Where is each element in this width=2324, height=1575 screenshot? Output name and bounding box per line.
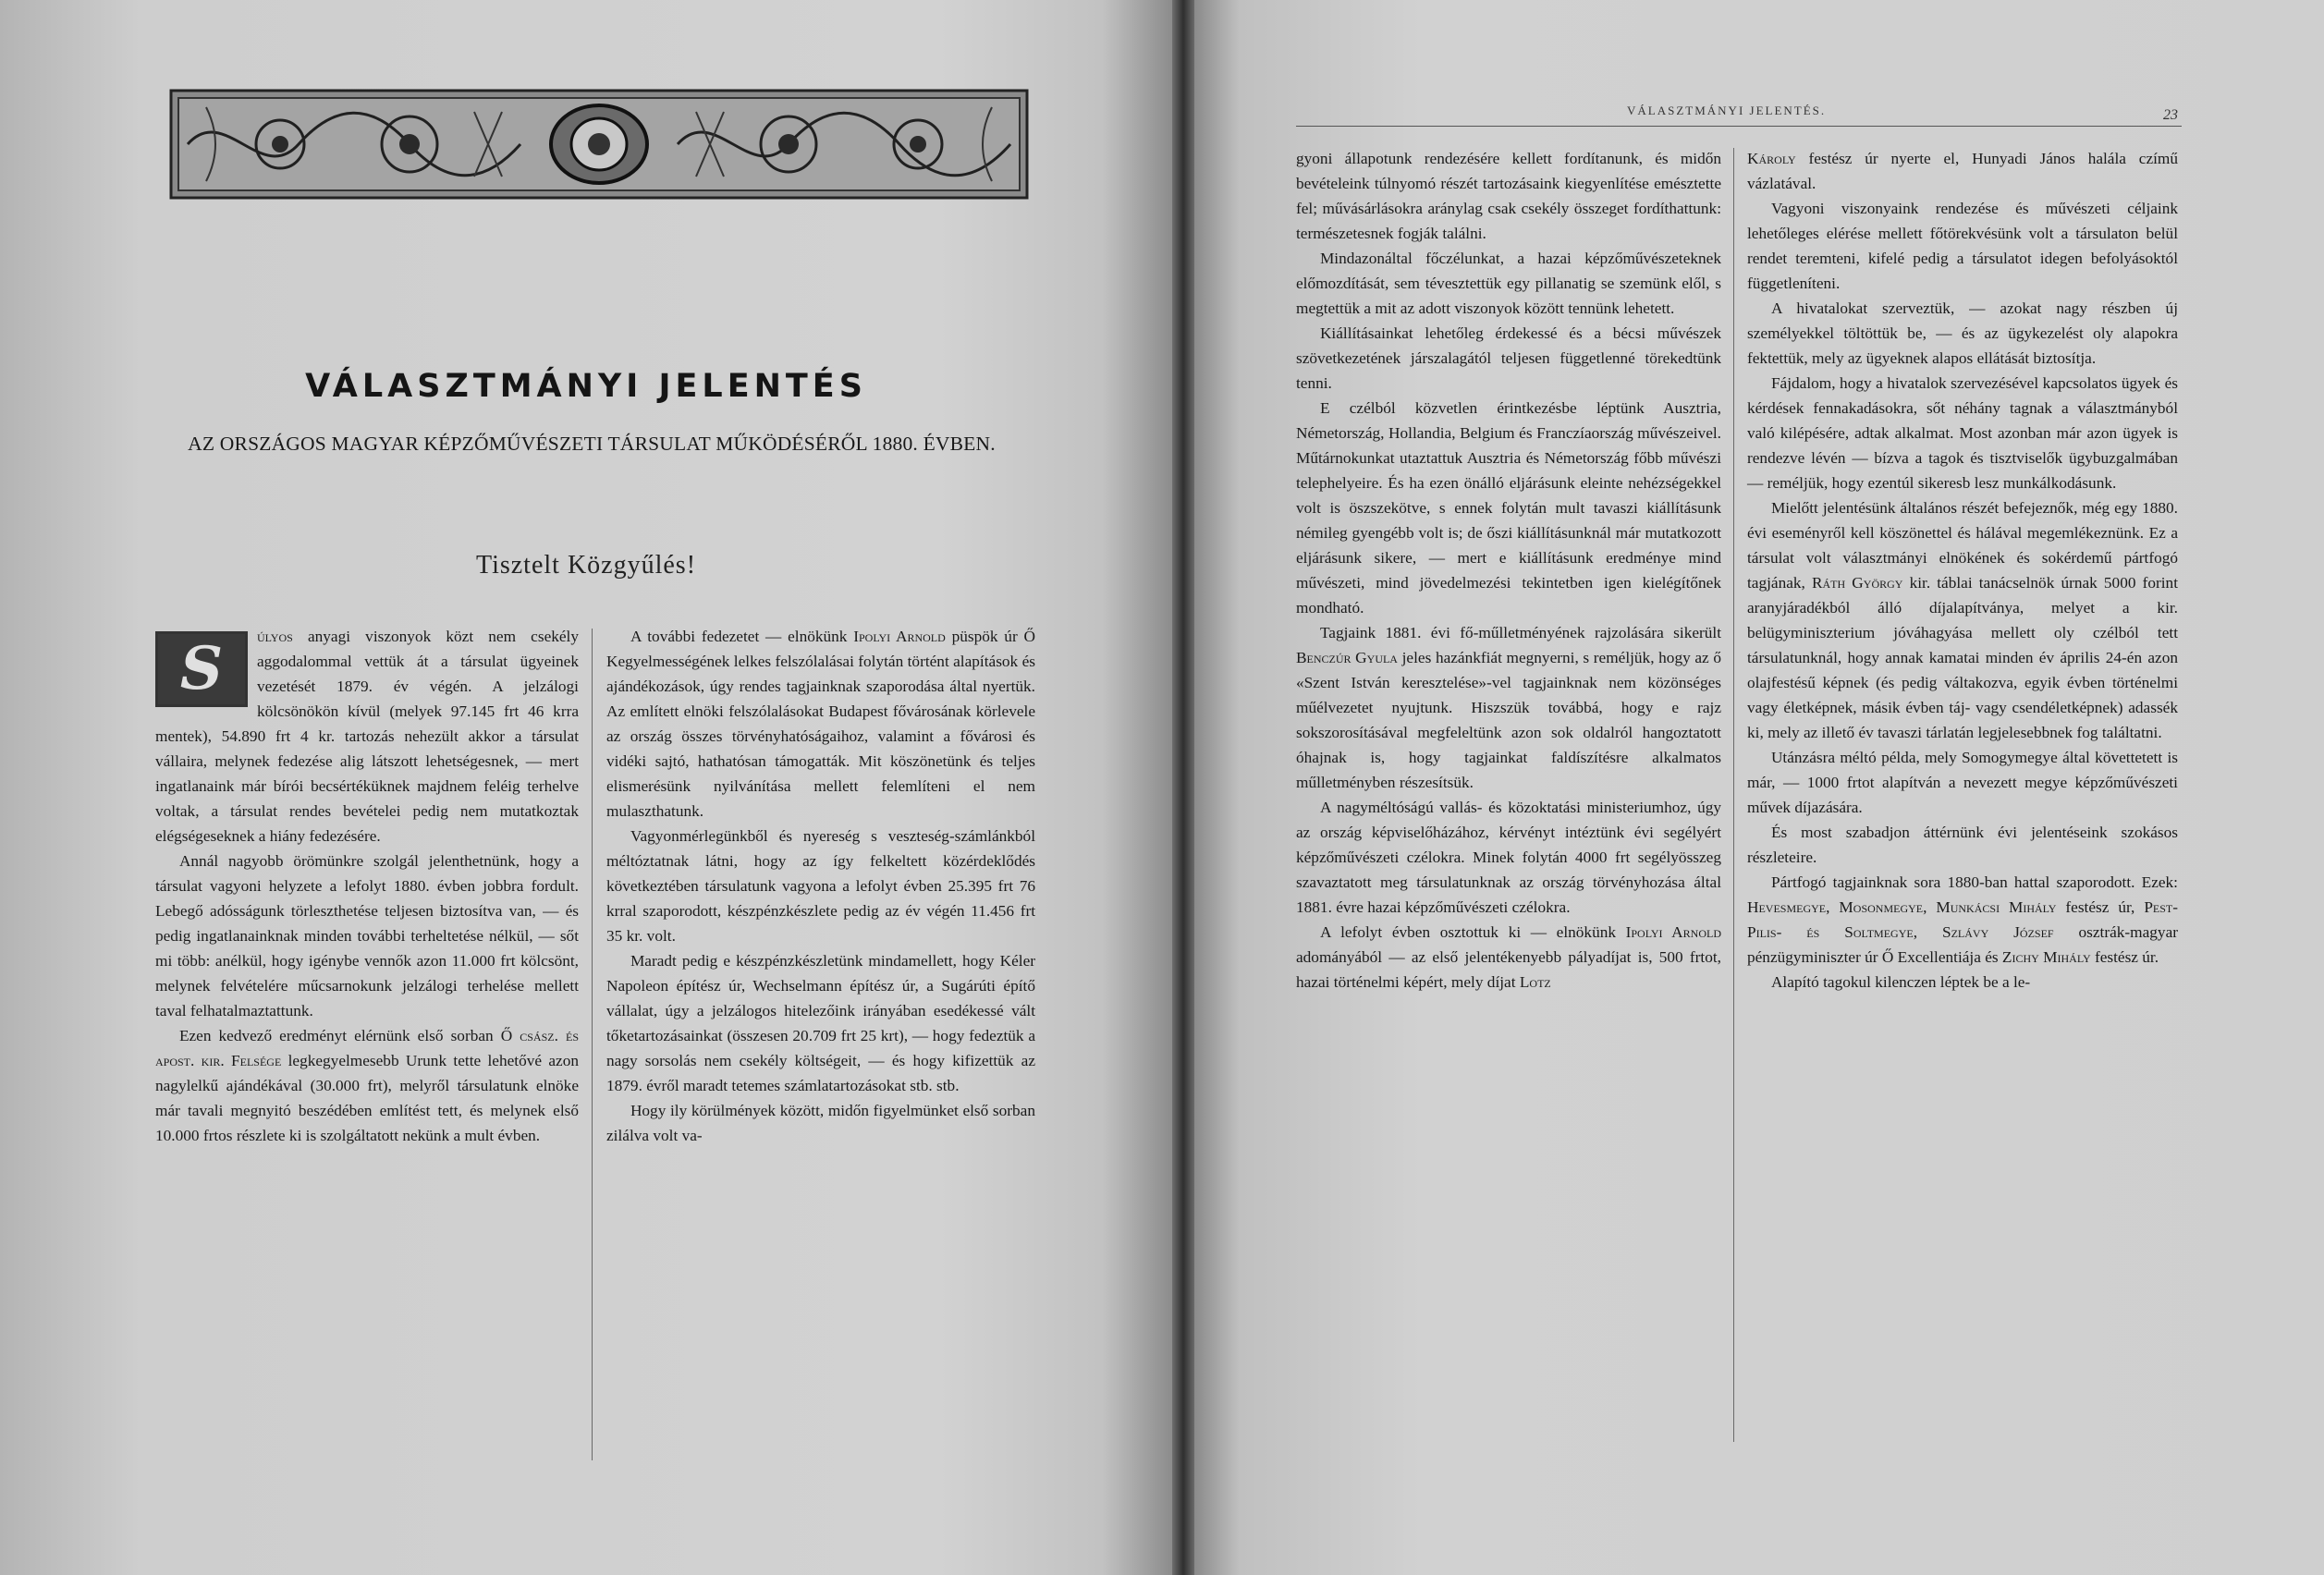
paragraph: És most szabadjon áttérnünk évi jelentéseink szokásos részleteire. bbox=[1747, 824, 2178, 866]
paragraph-text: A lefolyt évben osztottuk ki — elnökünk bbox=[1319, 923, 1626, 941]
small-caps-text: Ő csász. és apost. kir. Felsége bbox=[155, 1027, 579, 1069]
small-caps-text: Hevesmegye bbox=[1747, 898, 1827, 916]
paragraph-text: Mielőtt jelentésünk általános részét befejeznők, még egy 1880. évi eseményről kell köszönettel és hálával megemlékeznünk. Ez a társulat volt választmányi elnökének és sokérdemű pártfogó tagjának, bbox=[1747, 499, 2178, 592]
small-caps-text: Munkácsi Mihály bbox=[1936, 898, 2057, 916]
paragraph: E czélból közvetlen érintkezésbe léptünk Ausztria, Németország, Hollandia, Belgium és Franczíaország művészeivel. Műtárnokunkat utaztattuk Ausztria és Németország főbb művészi telephelyeire. És ha ezen önálló eljárásunk eleinte nehézségekkel volt is öszszekötve, s ennek folytán mult tavaszi kiállításunk némileg gyengébb volt is; de őszi kiállításunknál már mutatkozott eljárásunk sikere, — mert e kiállításunk eredménye mind művészeti, mind jövedelmezési tekintetben igen kielégítőnek mondható. bbox=[1296, 399, 1721, 617]
paragraph bbox=[1747, 495, 2178, 745]
decorated-initial: S bbox=[155, 631, 248, 707]
small-caps-text: Lotz bbox=[1519, 973, 1551, 991]
ornamental-header-band bbox=[169, 89, 1029, 200]
right-column-2 bbox=[1747, 146, 2178, 995]
paragraph-text: Tagjaink 1881. évi fő-műlletményének rajzolására sikerült bbox=[1319, 624, 1721, 641]
left-column-2 bbox=[606, 624, 1035, 1148]
small-caps-text: Benczúr Gyula bbox=[1296, 649, 1398, 666]
small-caps-text: Zichy Mihály bbox=[2001, 948, 2091, 966]
right-column-1 bbox=[1296, 146, 1721, 995]
paragraph: A nagyméltóságú vallás- és közoktatási ministeriumhoz, úgy az ország képviselőházához, kérvényt intéztünk évi segélyért képzőművészeti czélokra. Minek folytán 4000 frt segélyösszeg szavaztatott meg társulatunknak az ország törvényhozása által 1881. évre hazai képzőművészeti czélokra. bbox=[1296, 799, 1721, 916]
paragraph-text: kir. táblai tanácselnök úrnak 5000 forint aranyjáradékból álló díjalapítványa, melyet a kir. belügyminiszterium jóváhagyása mellett oly czélból tett társulatunknál, hogy annak kamatai minden év április 24-én azon olajfestésű képnek (és pedig váltakozva, egyik évben történelmi vagy életképnek, másik évben táj- vagy csendéletképnek) adassék ki, mely az illető év tavaszi tárlatán legjelesebbnek fog találtatni. bbox=[1747, 574, 2178, 741]
paragraph-text: anyagi viszonyok közt nem csekély aggodalommal vettük át a társulat ügyeinek vezetését 1879. év végén. A jelzálogi kölcsönökön kívül (melyek 97.145 frt 46 krra mentek), 54.890 frt 4 kr. tartozás nehezült akkor a társulat vállaira, melynek fedezése alig látszott lehetségesnek, — mert ingatlanaink már bírói becsértéküknek majdnem feléig terhelve voltak, a társulat rendes bevételei pedig nem mutatkoztak elégségeseknek a hiány fedezésére. bbox=[155, 628, 579, 845]
small-caps-text: Ipolyi Arnold bbox=[1625, 923, 1721, 941]
report-subtitle: AZ ORSZÁGOS MAGYAR KÉPZŐMŰVÉSZETI TÁRSULAT MŰKÖDÉSÉRŐL 1880. ÉVBEN. bbox=[188, 433, 996, 455]
paragraph-text: Ezen kedvező eredményt elérnünk első sorban bbox=[178, 1027, 501, 1044]
small-caps-text: Pest-Pilis- és Soltmegye bbox=[1747, 898, 2179, 941]
paragraph: A hivatalokat szerveztük, — azokat nagy részben új személyekkel töltöttük be, — és az ügykezelést oly alapokra fektettük, mely az ügyeknek alapos ellátását biztosítja. bbox=[1747, 299, 2178, 367]
small-caps-text: Ipolyi Arnold bbox=[853, 628, 946, 645]
paragraph-text: , bbox=[1913, 923, 1942, 941]
paragraph: Hogy ily körülmények között, midőn figyelmünket első sorban zilálva volt va- bbox=[606, 1102, 1035, 1144]
paragraph-text: festész úr. bbox=[2090, 948, 2159, 966]
paragraph-text: , bbox=[1826, 898, 1840, 916]
small-caps-text: Károly bbox=[1747, 150, 1796, 167]
paragraph-text: Pártfogó tagjainknak sora 1880-ban hattal szaporodott. Ezek: bbox=[1770, 873, 2178, 891]
paragraph: Mindazonáltal főczélunkat, a hazai képzőművészeteknek előmozdítását, sem tévesztettük egy pillanatig se szemünk elől, s megtettük a mit az adott viszonyok között tennünk lehetett. bbox=[1296, 250, 1721, 317]
paragraph: Vagyoni viszonyaink rendezése és művészeti céljaink lehetőleges elérése mellett főtörekvésünk volt a társulaton belül rendet teremteni, kifelé pedig a társulatot idegen befolyásoktól függetleníteni. bbox=[1747, 200, 2178, 292]
book-gutter bbox=[1172, 0, 1194, 1575]
paragraph-text: A további fedezetet — elnökünk bbox=[630, 628, 854, 645]
paragraph bbox=[155, 624, 579, 849]
paragraph bbox=[1747, 146, 2178, 196]
paragraph-text: jeles hazánkfiát megnyerni, s reméljük, hogy az ő «Szent István keresztelése»-vel tagjainknak nem közönséges műélvezetet nyujtunk. Hiszszük továbbá, hogy e rajz sokszorosításával megfeleltünk azon sok oldalról hangoztatott óhajnak is, hogy tagjainkat faldíszítésre alkalmatos műlletményben részesítsük. bbox=[1296, 649, 1721, 791]
paragraph-text: legkegyelmesebb Urunk tette lehetővé azon nagylelkű ajándékával (30.000 frt), melyről társulatunk elnöke már tavali megnyitó beszédében említést tett, és melynek első 10.000 frtos részlete ki is szolgáltatott nekünk a mult évben. bbox=[155, 1052, 580, 1144]
paragraph-text: festész úr nyerte el, Hunyadi János halála czímű vázlatával. bbox=[1747, 150, 2178, 192]
paragraph bbox=[1747, 870, 2178, 970]
paragraph-text: festész úr, bbox=[2056, 898, 2145, 916]
paragraph: gyoni állapotunk rendezésére kellett fordítanunk, és midőn bevételeink túlnyomó részét tartozásaink kiegyenlítése emésztette fel; művásárlásokra aránylag csak csekély összeget fordíthattunk: természetesnek fogják találni. bbox=[1296, 150, 1721, 242]
small-caps-text: Szlávy József bbox=[1941, 923, 2054, 941]
paragraph: Maradt pedig e készpénzkészletünk mindamellett, hogy Kéler Napoleon építész úr, Wechselmann építész úr, a Sugárúti építő vállalat, úgy a jelzálogos hitelezőink irányában esedékessé vált tőketartozásainkat (összesen 20.709 frt 25 krt), — hogy fedeztük a nagy sorsolás nem csekély költségeit, — és hogy kifizettük az 1879. évről maradt tetemes számlatartozásokat stb. stb. bbox=[606, 952, 1035, 1094]
report-title: VÁLASZTMÁNYI JELENTÉS bbox=[305, 368, 867, 405]
page-number: 23 bbox=[2163, 107, 2178, 123]
paragraph-text: , bbox=[1923, 898, 1937, 916]
column-divider bbox=[1733, 148, 1734, 1442]
paragraph: Fájdalom, hogy a hivatalok szervezésével kapcsolatos ügyek és kérdések fennakadásokra, sőt néhány tagnak a választmányból való kilépésére, adtak alkalmat. Most azonban már azon ügyek is rendezve lévén — bízva a tagok és tisztviselők ügybuzgalmában — reméljük, hogy ezentúl sikeresb lesz munkálkodásunk. bbox=[1747, 374, 2178, 492]
paragraph-text: adományából — az első jelentékenyebb pályadíjat is, 500 frtot, hazai történelmi képért, mely díjat bbox=[1296, 948, 1721, 991]
paragraph bbox=[1296, 920, 1721, 995]
left-column-1 bbox=[155, 624, 579, 1148]
paragraph bbox=[606, 624, 1035, 824]
small-caps-text: Mosonmegye bbox=[1839, 898, 1924, 916]
paragraph bbox=[1296, 620, 1721, 795]
salutation: Tisztelt Közgyűlés! bbox=[475, 551, 697, 580]
paragraph: Annál nagyobb örömünkre szolgál jelenthetnünk, hogy a társulat vagyoni helyzete a lefolyt 1880. évben jobbra fordult. Lebegő adósságunk törleszthetése teljesen biztosítva van, — és pedig ingatlanainknak minden további terheltetése nélkül, — sőt mi több: anélkül, hogy igénybe vennők azon 11.000 frt kölcsönt, melynek felvételére műcsarnokunk jelzálogi terhelése mellett taval felhatalmaztattunk. bbox=[155, 852, 579, 1019]
paragraph: Utánzásra méltó példa, mely Somogymegye által követtetett is már, — 1000 frtot alapítván a nevezett megye képzőművészeti művek díjazására. bbox=[1747, 749, 2178, 816]
column-divider bbox=[592, 629, 593, 1460]
paragraph: Vagyonmérlegünkből és nyereség s veszteség-számlánkból méltóztatnak látni, hogy az így felkeltett közérdeklődés következtében társulatunk vagyona a lefolyt évben 25.395 frt 76 krral szaporodott, készpénzkészlete pedig az év végén 11.456 frt 35 kr. volt. bbox=[606, 827, 1035, 945]
paragraph bbox=[155, 1023, 579, 1148]
small-caps-text: úlyos bbox=[257, 628, 293, 645]
paragraph: Alapító tagokul kilenczen léptek be a le- bbox=[1770, 973, 2031, 991]
header-rule bbox=[1296, 126, 2182, 127]
small-caps-text: Ráth György bbox=[1811, 574, 1903, 592]
paragraph-text: osztrák-magyar pénzügyminiszter úr Ő Excellentiája és bbox=[1747, 923, 2178, 966]
paragraph: Kiállításainkat lehetőleg érdekessé és a bécsi művészek szövetkezetének járszalagától teljesen függetlenné törekedtünk tenni. bbox=[1296, 324, 1721, 392]
ornament-graphic bbox=[169, 89, 1029, 200]
running-head: VÁLASZTMÁNYI JELENTÉS. bbox=[1627, 104, 1827, 117]
paragraph-text: püspök úr Ő Kegyelmességének lelkes felszólalásai folytán történt alapítások és ajándékozások, úgy rendes tagjainknak szaporodása által nyertük. Az említett elnöki felszólalásokat Budapest fővárosának körlevele az ország összes törvényhatóságaihoz, valamint a fővárosi és vidéki sajtó, hathatósan támogatták. Mit köszönetünk és teljes elismerésünk nyilvánítása mellett felemlíteni el nem mulaszthatunk. bbox=[606, 628, 1035, 820]
